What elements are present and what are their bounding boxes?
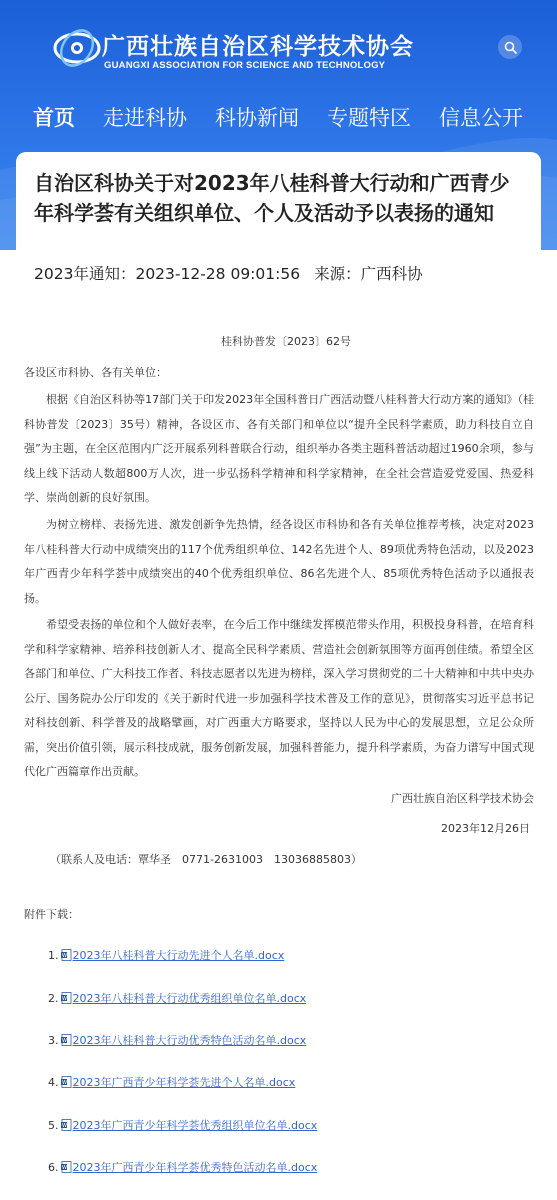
attachment-number: 5. [48, 1118, 59, 1132]
attachment-item [48, 1032, 306, 1048]
word-doc-icon [61, 949, 72, 961]
nav-item-news[interactable]: 科协新闻 [215, 106, 299, 130]
nav-item-home[interactable]: 首页 [33, 106, 75, 130]
org-name-en: GUANGXI ASSOCIATION FOR SCIENCE AND TECHNOLOGY [104, 60, 386, 71]
nav-item-about[interactable]: 走进科协 [103, 106, 187, 130]
article-header-card [16, 152, 541, 297]
attachment-link[interactable]: 2023年八桂科普大行动优秀特色活动名单.docx [72, 1034, 307, 1047]
attachment-item [48, 1117, 317, 1133]
svg-text:W: W [61, 1165, 67, 1171]
attachment-link[interactable]: 2023年八桂科普大行动优秀组织单位名单.docx [72, 992, 307, 1005]
attachment-link[interactable]: 2023年广西青少年科学荟优秀特色活动名单.docx [72, 1161, 318, 1174]
attachment-item [48, 1159, 317, 1175]
paragraph-2: 为树立榜样、表扬先进、激发创新争先热情，经各设区市科协和各有关单位推荐考核，决定对2023年八桂科普大行动中成绩突出的117个优秀组织单位、142名先进个人、89项优秀特色活动，以及2023年广西青少年科学荟中成绩突出的40个优秀组织单位、86名先进个人、85项优秀特色活动予以通报表扬。 [24, 518, 534, 605]
attachment-item [48, 1074, 295, 1090]
attachment-number: 1. [48, 948, 59, 962]
paragraph-1: 根据《自治区科协等17部门关于印发2023年全国科普日广西活动暨八桂科普大行动方案的通知》（桂科协普发〔2023〕35号）精神，各设区市、各有关部门和单位以“提升全民科学素质，助力科技自立自强”为主题，在全区范围内广泛开展系列科普联合行动，组织举办各类主题科普活动超过1960余项，参与线上线下活动人数超800万人次，进一步弘扬科学精神和科学家精神，在全社会营造爱党爱国、热爱科学、崇尚创新的良好氛围。 [24, 393, 534, 504]
paragraph-3: 希望受表扬的单位和个人做好表率，在今后工作中继续发挥模范带头作用，积极投身科普，在培育科学和科学家精神、培养科技创新人才、提高全民科学素质、营造社会创新氛围等方面再创佳绩。希望全区各部门和单位、广大科技工作者、科技志愿者以先进为榜样，深入学习贯彻党的二十大精神和中共中央办公厅、国务院办公厅印发的《关于新时代进一步加强科学技术普及工作的意见》，贯彻落实习近平总书记对科技创新、科学普及的战略擘画，对广西重大方略要求，坚持以人民为中心的发展思想，立足公众所需，突出价值引领，展示科技成就，服务创新发展，加强科普能力，提升科学素质，为奋力谱写中国式现代化广西篇章作出贡献。 [24, 618, 534, 778]
attachment-link[interactable]: 2023年广西青少年科学荟优秀组织单位名单.docx [72, 1119, 318, 1132]
nav-item-disclosure[interactable]: 信息公开 [439, 106, 523, 130]
signature-date: 2023年12月26日 [441, 822, 530, 835]
search-button[interactable] [498, 35, 522, 59]
attachments-label: 附件下载： [24, 908, 79, 921]
contact-info: （联系人及电话：覃华圣 0771-2631003 13036885803） [50, 853, 362, 866]
word-doc-icon [61, 1161, 72, 1173]
svg-text:W: W [61, 996, 67, 1002]
svg-text:W: W [61, 1080, 67, 1086]
org-name-cn: 广西壮族自治区科学技术协会 [102, 33, 414, 60]
attachment-number: 3. [48, 1033, 59, 1047]
attachment-link[interactable]: 2023年广西青少年科学荟先进个人名单.docx [72, 1076, 296, 1089]
svg-text:W: W [61, 1123, 67, 1129]
search-icon [504, 41, 517, 54]
word-doc-icon [61, 1034, 72, 1046]
attachment-number: 4. [48, 1075, 59, 1089]
attachment-link[interactable]: 2023年八桂科普大行动先进个人名单.docx [72, 949, 285, 962]
main-nav [0, 102, 557, 142]
association-logo[interactable] [52, 26, 102, 70]
article-meta [34, 262, 423, 284]
salutation: 各设区市科协、各有关单位： [24, 366, 167, 379]
word-doc-icon [61, 1119, 72, 1131]
svg-text:W: W [61, 953, 67, 959]
attachment-number: 6. [48, 1160, 59, 1174]
article-source: 来源：广西科协 [314, 265, 423, 283]
attachment-item [48, 990, 306, 1006]
signature-org: 广西壮族自治区科学技术协会 [391, 792, 534, 805]
article-title: 自治区科协关于对2023年八桂科普大行动和广西青少年科学荟有关组织单位、个人及活动予以表扬的通知 [34, 171, 510, 225]
nav-item-topics[interactable]: 专题特区 [327, 106, 411, 130]
document-number: 桂科协普发〔2023〕62号 [221, 335, 351, 348]
word-doc-icon [61, 1076, 72, 1088]
word-doc-icon [61, 992, 72, 1004]
svg-text:W: W [61, 1038, 67, 1044]
article-category: 2023年通知： [34, 265, 136, 283]
attachment-item [48, 947, 284, 963]
attachment-number: 2. [48, 991, 59, 1005]
article-datetime: 2023-12-28 09:01:56 [135, 265, 301, 283]
